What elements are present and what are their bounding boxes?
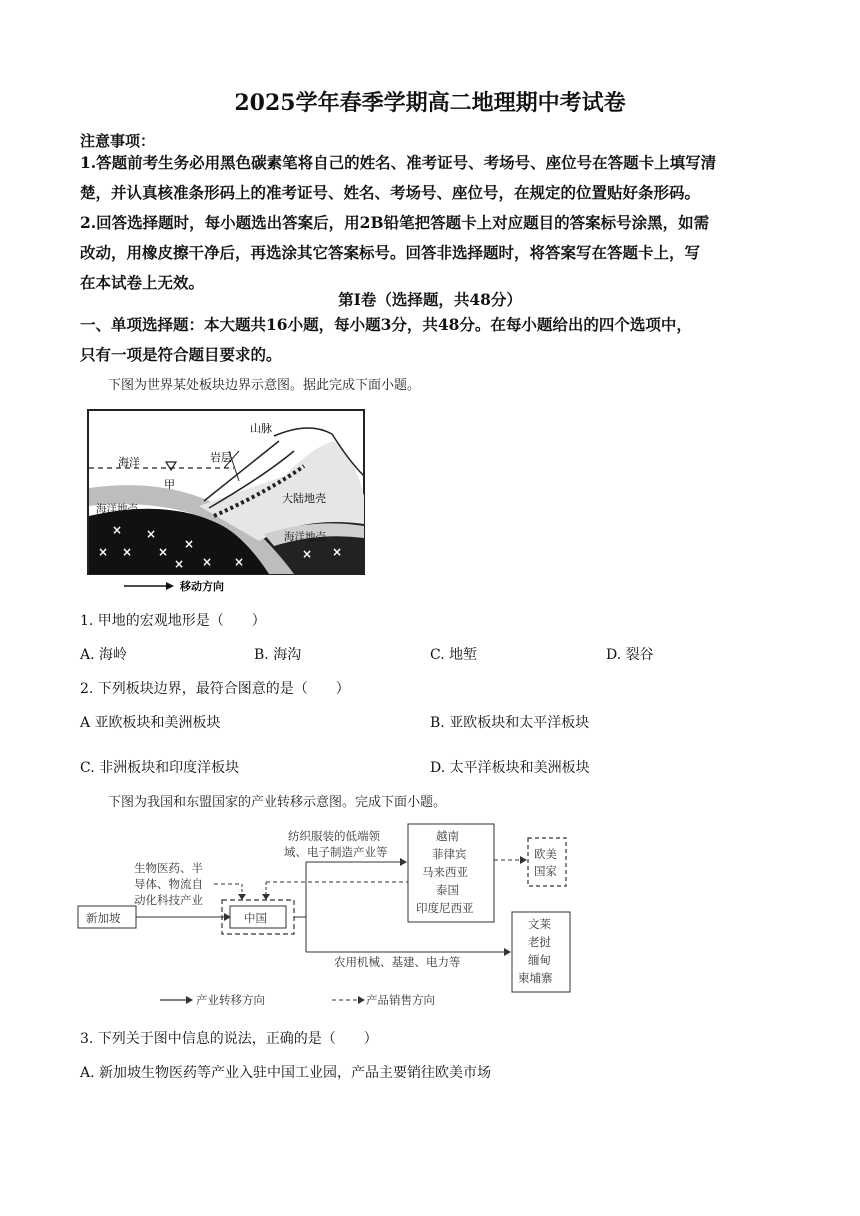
svg-text:×: × [234, 555, 245, 569]
svg-text:×: × [332, 545, 343, 559]
legend-arrow-head [166, 582, 174, 590]
part-instructions-line-1: 一、单项选择题：本大题共16小题，每小题3分，共48分。在每小题给出的四个选项中， [80, 315, 692, 334]
plate-boundary-diagram [84, 406, 374, 596]
legend-sales-head [358, 996, 365, 1004]
exam-title: 2025学年春季学期高二地理期中考试卷 [234, 90, 626, 116]
question-2-stem: 2. 下列板块边界，最符合图意的是（ ） [80, 681, 350, 697]
question-2-option-c[interactable]: C. 非洲板块和印度洋板块 [80, 760, 240, 776]
legend-transfer-label: 产业转移方向 [196, 993, 265, 1007]
legend-sales-label: 产品销售方向 [366, 993, 435, 1007]
svg-text:×: × [158, 545, 169, 559]
label-jia: 甲 [164, 478, 175, 491]
question-2-option-a[interactable]: A 亚欧板块和美洲板块 [80, 715, 221, 731]
figure-1-intro: 下图为世界某处板块边界示意图。据此完成下面小题。 [108, 378, 421, 393]
label-continental-crust: 大陆地壳 [282, 492, 326, 505]
svg-text:×: × [112, 523, 123, 537]
group-1-country-3: 马来西亚 [422, 865, 468, 879]
section-heading: 第Ⅰ卷（选择题，共48分） [338, 290, 522, 309]
question-1-stem: 1. 甲地的宏观地形是（ ） [80, 613, 266, 629]
sales-drop-1-head [238, 894, 246, 900]
svg-text:×: × [202, 555, 213, 569]
part-instructions-line-2: 只有一项是符合题目要求的。 [80, 345, 282, 364]
group-1-country-1: 越南 [436, 829, 459, 843]
question-1-option-c[interactable]: C. 地堑 [430, 647, 478, 663]
group-2-country-3: 缅甸 [528, 953, 551, 967]
china-to-group1-head [400, 858, 407, 866]
notice-item-2-line-3: 在本试卷上无效。 [80, 273, 205, 292]
figure-2-intro: 下图为我国和东盟国家的产业转移示意图。完成下面小题。 [108, 795, 447, 810]
singapore-label: 新加坡 [86, 911, 121, 925]
label-mountain: 山脉 [250, 422, 272, 435]
china-to-group2-head [504, 948, 511, 956]
bio-line-2: 导体、物流自 [134, 877, 203, 891]
notice-item-2-line-1: 2.回答选择题时，每小题选出答案后，用2B铅笔把答题卡上对应题目的答案标号涂黑，如需 [80, 213, 710, 232]
bio-line-1: 生物医药、半 [134, 861, 203, 875]
label-oceanic-crust-right: 海洋地壳 [284, 531, 326, 543]
question-2-option-d[interactable]: D. 太平洋板块和美洲板块 [430, 760, 590, 776]
label-ocean: 海洋 [118, 456, 140, 469]
notice-item-1-line-2: 楚，并认真核准条形码上的准考证号、姓名、考场号、座位号，在规定的位置贴好条形码。 [80, 183, 701, 202]
svg-text:×: × [174, 557, 185, 571]
group-1-country-4: 泰国 [436, 883, 459, 897]
svg-text:×: × [184, 537, 195, 551]
question-2-option-b[interactable]: B. 亚欧板块和太平洋板块 [430, 715, 590, 731]
agri-label: 农用机械、基建、电力等 [334, 955, 461, 969]
textile-line-2: 域、电子制造产业等 [284, 845, 388, 859]
notice-item-1-line-1: 1.答题前考生务必用黑色碳素笔将自己的姓名、准考证号、考场号、座位号在答题卡上填写清 [80, 153, 717, 172]
euro-line-1: 欧美 [534, 847, 557, 861]
china-label: 中国 [244, 911, 267, 925]
euro-line-2: 国家 [534, 864, 557, 878]
euro-box [528, 838, 566, 886]
notice-item-2-line-2: 改动，用橡皮擦干净后，再选涂其它答案标号。回答非选择题时，将答案写在答题卡上，写 [80, 243, 701, 262]
question-1-option-b[interactable]: B. 海沟 [254, 647, 302, 663]
part-instructions [80, 310, 790, 370]
question-3-option-a[interactable]: A. 新加坡生物医药等产业入驻中国工业园，产品主要销往欧美市场 [80, 1065, 492, 1081]
group-2-country-1: 文莱 [528, 917, 551, 931]
question-1-option-d[interactable]: D. 裂谷 [606, 647, 654, 663]
label-oceanic-crust-left: 海洋地壳 [96, 503, 138, 515]
svg-text:×: × [146, 527, 157, 541]
bio-line-3: 动化科技产业 [134, 893, 203, 907]
group-1-country-2: 菲律宾 [432, 847, 467, 861]
textile-line-1: 纺织服装的低端领 [288, 829, 380, 843]
group-1-country-5: 印度尼西亚 [416, 901, 474, 915]
notice-heading: 注意事项： [80, 132, 156, 150]
svg-text:×: × [122, 545, 133, 559]
notice-item-1 [80, 148, 790, 298]
question-3-stem: 3. 下列关于图中信息的说法，正确的是（ ） [80, 1031, 378, 1047]
industry-transfer-diagram [74, 818, 584, 1018]
svg-text:×: × [302, 547, 313, 561]
label-rock-layer: 岩层 [210, 451, 232, 464]
question-1-option-a[interactable]: A. 海岭 [80, 647, 128, 663]
svg-text:×: × [98, 545, 109, 559]
sales-line-euro-head [520, 856, 527, 864]
sales-drop-2-head [262, 894, 270, 900]
group-2-country-4: 柬埔寨 [518, 971, 553, 985]
group-2-country-2: 老挝 [528, 935, 551, 949]
legend-movement-label: 移动方向 [180, 580, 224, 593]
legend-transfer-head [186, 996, 193, 1004]
